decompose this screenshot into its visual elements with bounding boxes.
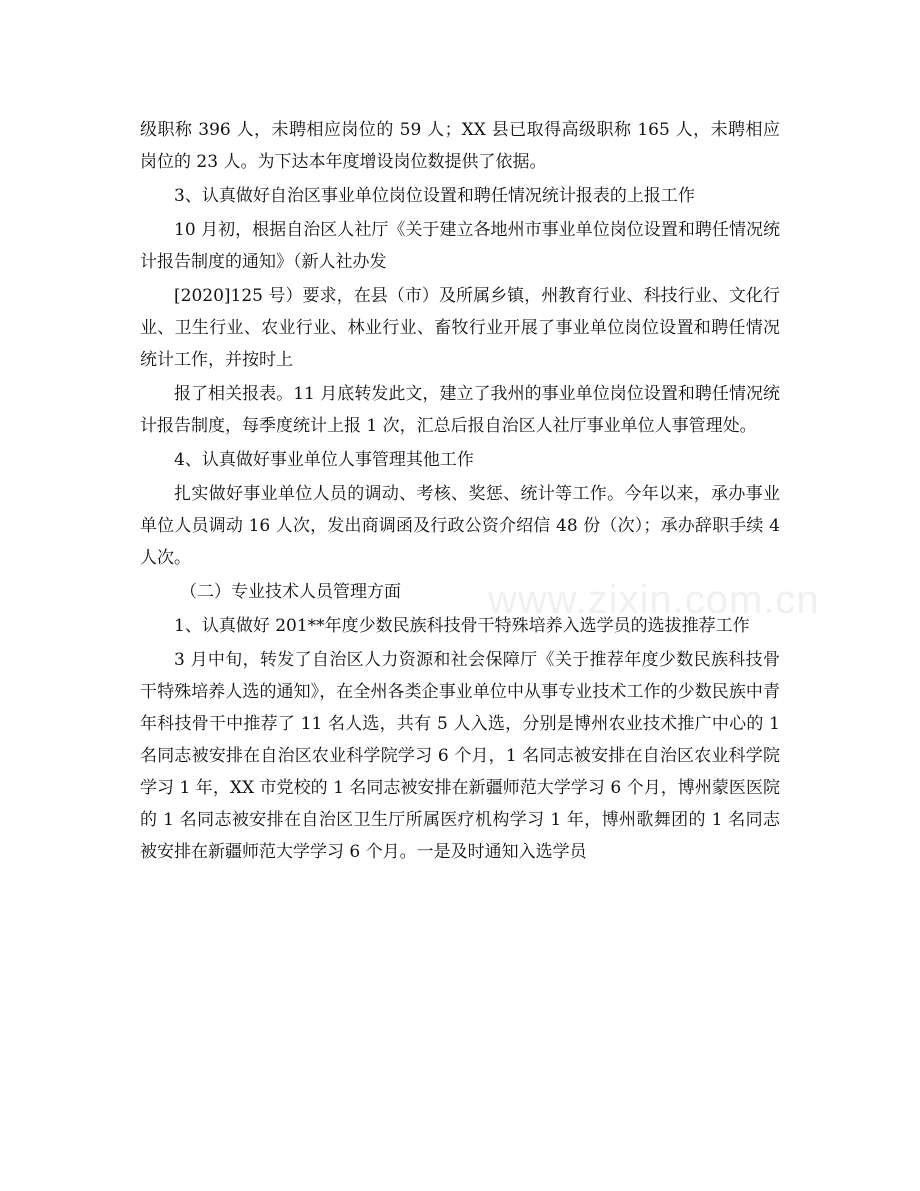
- paragraph-3: 10 月初，根据自治区人社厅《关于建立各地州市事业单位岗位设置和聘任情况统计报告制度的通知》（新人社办发: [140, 220, 780, 272]
- paragraph-5: 报了相关报表。11 月底转发此文，建立了我州的事业单位岗位设置和聘任情况统计报告制度，每季度统计上报 1 次，汇总后报自治区人社厅事业单位人事管理处。: [140, 384, 780, 436]
- paragraph-10: 3 月中旬，转发了自治区人力资源和社会保障厅《关于推荐年度少数民族科技骨干特殊培养人选的通知》，在全州各类企事业单位中从事专业技术工作的少数民族中青年科技骨干中推荐了 11 名人选，共有 5 人入选，分别是博州农业技术推广中心的 1 名同志被安排在自治区农业科学院学习 6 个月，1 名同志被安排在自治区农业科学院学习 1 年，XX 市党校的 1 名同志被安排在新疆师范大学学习 6 个月，博州蒙医医院的 1 名同志被安排在自治区卫生厅所属医疗机构学习 1 年，博州歌舞团的 1 名同志被安排在新疆师范大学学习 6 个月。一是及时通知入选学员: [140, 650, 780, 862]
- paragraph-9: 1、认真做好 201**年度少数民族科技骨干特殊培养入选学员的选拔推荐工作: [174, 616, 750, 636]
- document-body: [140, 114, 780, 870]
- watermark: www.zixin.com.cn: [488, 578, 820, 622]
- paragraph-2: 3、认真做好自治区事业单位岗位设置和聘任情况统计报表的上报工作: [174, 186, 695, 206]
- paragraph-4: [2020]125 号）要求，在县（市）及所属乡镇，州教育行业、科技行业、文化行业、卫生行业、农业行业、林业行业、畜牧行业开展了事业单位岗位设置和聘任情况统计工作，并按时上: [140, 286, 780, 370]
- paragraph-8: （二）专业技术人员管理方面: [180, 582, 401, 602]
- paragraph-7: 扎实做好事业单位人员的调动、考核、奖惩、统计等工作。今年以来，承办事业单位人员调动 16 人次，发出商调函及行政公资介绍信 48 份（次）；承办辞职手续 4 人次。: [140, 484, 780, 568]
- paragraph-1: 级职称 396 人，未聘相应岗位的 59 人；XX 县已取得高级职称 165 人，未聘相应岗位的 23 人。为下达本年度增设岗位数提供了依据。: [140, 120, 780, 172]
- paragraph-6: 4、认真做好事业单位人事管理其他工作: [174, 450, 474, 470]
